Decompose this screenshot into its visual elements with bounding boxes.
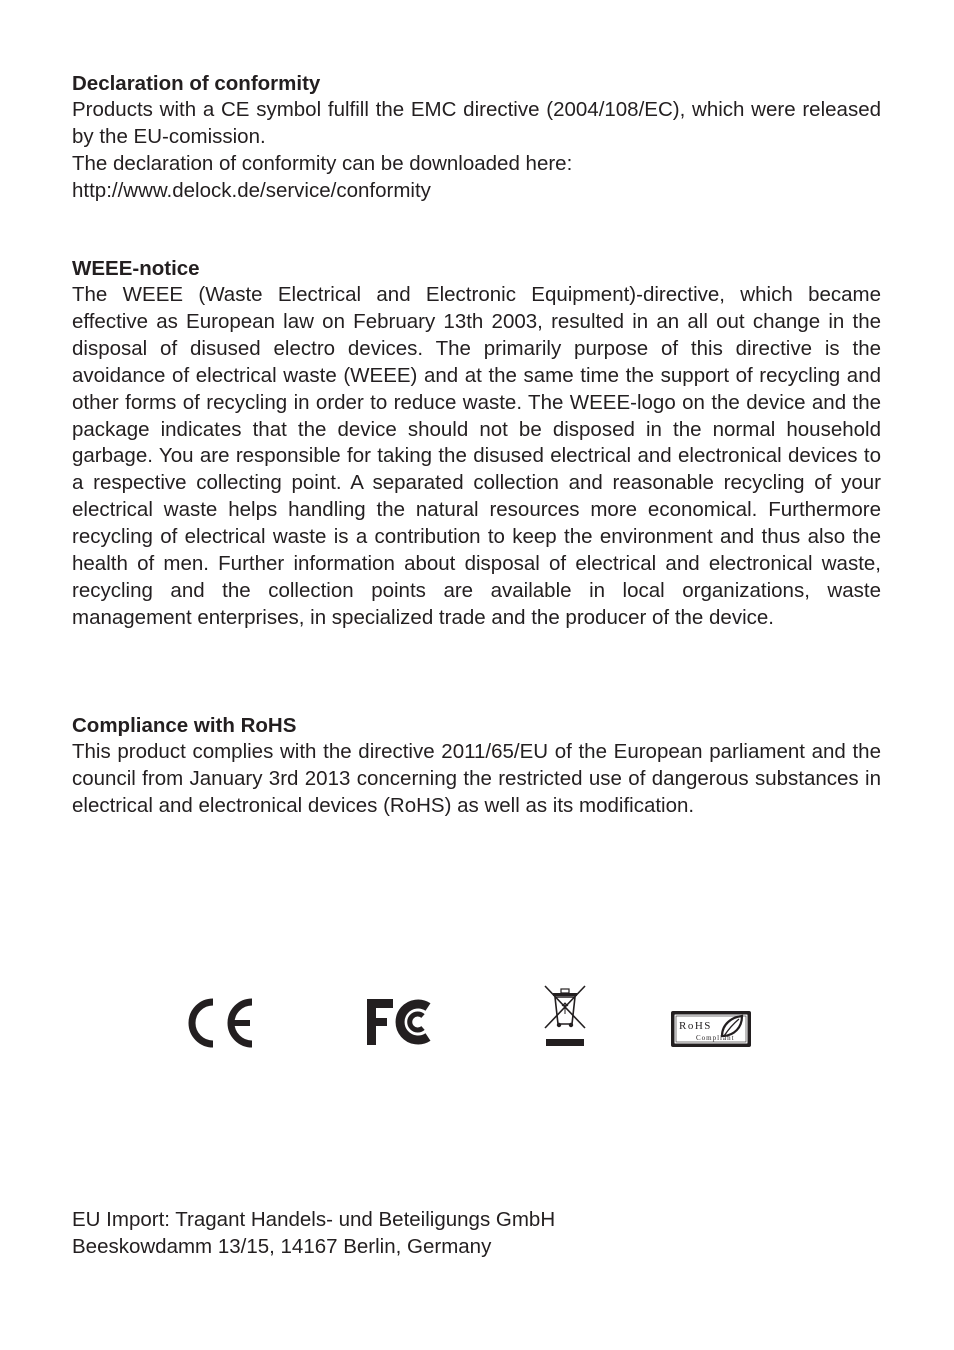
weee-section [72, 255, 881, 632]
weee-heading: WEEE-notice [72, 257, 200, 280]
rohs-compliant-icon [670, 1010, 752, 1048]
conformity-section [72, 70, 881, 205]
rohs-section [72, 712, 881, 820]
weee-paragraph: The WEEE (Waste Electrical and Electronic Equipment)-directive, which became effective as European law on February 13th 2003, resulted in an all out change in the disposal of disused electro devices. The primarily purpose of this directive is the avoidance of electrical waste (WEEE) and at the same time the support of recycling and other forms of recycling in order to reduce waste. The WEEE-logo on the device and the package indicates that the device should not be disposed in the normal household garbage. You are responsible for taking the disused electrical and electronical devices to a respective collecting point. A separated collection and reasonable recycling of your electrical waste helps handling the natural resources more economical. Furthermore recycling of electrical waste is a contribution to keep the environment and thus also the health of men. Further information about disposal of electrical and electronical waste, recycling and the collection points are available in local organizations, waste management enterprises, in specialized trade and the producer of the device. [72, 283, 881, 629]
rohs-logo-text: RoHS [679, 1020, 712, 1032]
importer-line-2: Beeskowdamm 13/15, 14167 Berlin, Germany [72, 1234, 492, 1258]
importer-section [72, 1207, 881, 1261]
weee-bin-icon [543, 984, 587, 1048]
ce-mark-icon [186, 998, 256, 1048]
conformity-link[interactable]: http://www.delock.de/service/conformity [72, 178, 431, 202]
fcc-logo-icon [366, 997, 436, 1047]
rohs-paragraph: This product complies with the directive 2011/65/EU of the European parliament and the council from January 3rd 2013 concerning the restricted use of dangerous substances in electrical and electronical devices (RoHS) as well as its modification. [72, 740, 881, 817]
conformity-download-note: The declaration of conformity can be downloaded here: [72, 151, 573, 175]
rohs-heading: Compliance with RoHS [72, 714, 297, 737]
conformity-heading: Declaration of conformity [72, 72, 321, 95]
importer-line-1: EU Import: Tragant Handels- und Beteiligungs GmbH [72, 1208, 556, 1231]
rohs-logo-subtext: Compliant [696, 1034, 735, 1042]
conformity-paragraph: Products with a CE symbol fulfill the EMC directive (2004/108/EC), which were released by the EU-comission. [72, 98, 881, 148]
